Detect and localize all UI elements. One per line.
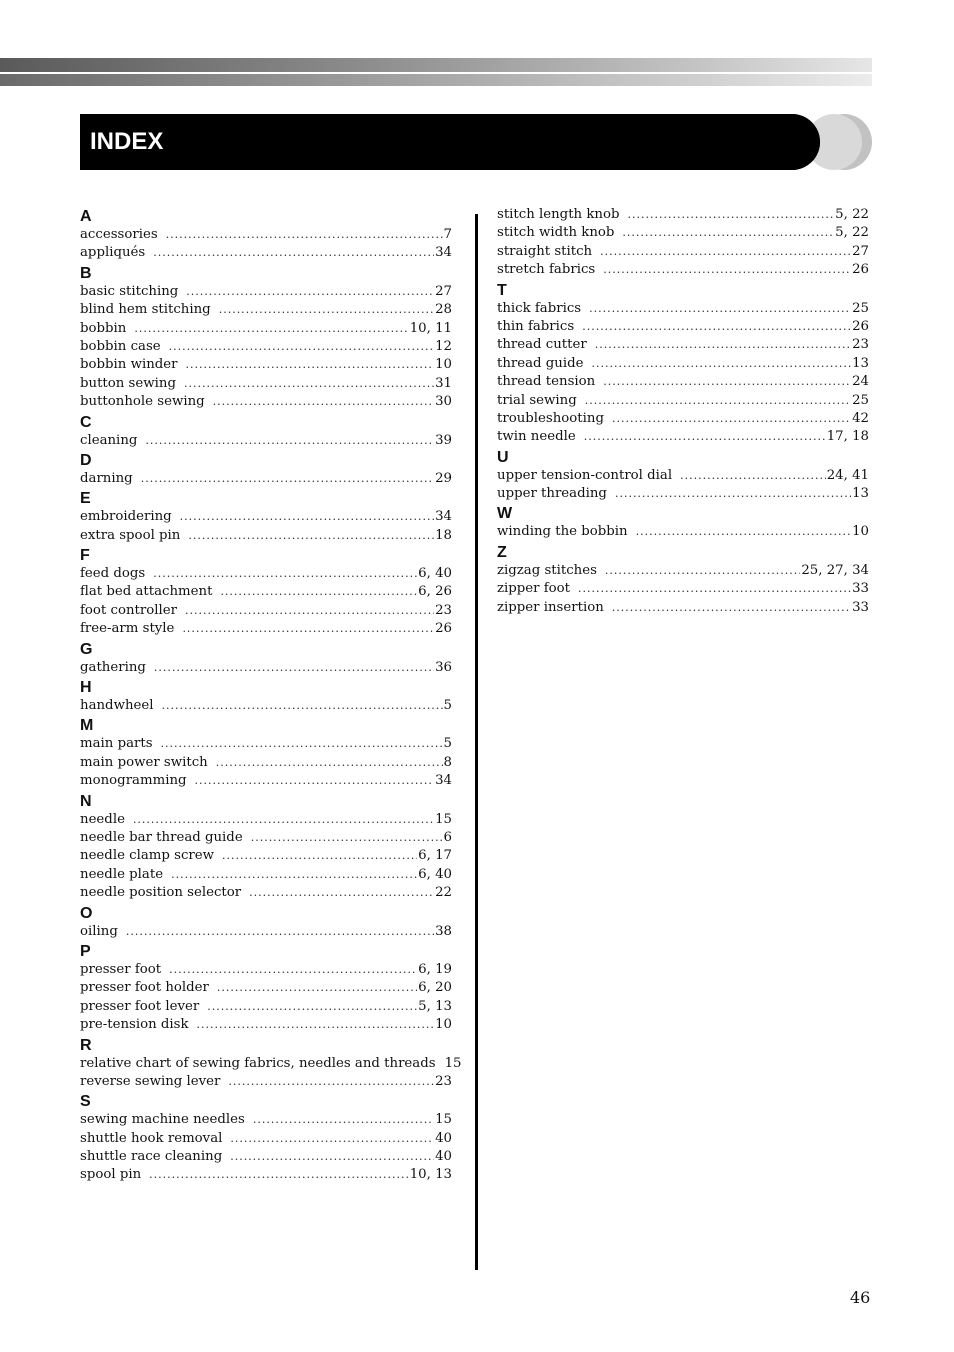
dot-leader [153, 565, 417, 583]
dot-leader [171, 866, 417, 884]
index-column-right [497, 206, 869, 617]
index-entry-term: accessories [80, 227, 158, 242]
index-entry-term: zigzag stitches [497, 562, 597, 578]
index-entry-pages: 6, 40 [418, 566, 452, 582]
index-entry-pages: 18 [435, 527, 452, 543]
dot-leader [216, 754, 443, 772]
dot-leader [592, 355, 852, 373]
dot-leader [166, 226, 443, 244]
dot-leader [133, 811, 434, 829]
index-entry-pages: 13 [852, 355, 869, 371]
index-entry-pages: 38 [435, 923, 452, 939]
dot-leader [154, 659, 434, 677]
index-entry-term: oiling [80, 923, 118, 939]
index-entry-pages: 10 [435, 357, 452, 373]
index-letter-heading: F [80, 547, 90, 565]
index-entry-term: flat bed attachment [80, 584, 213, 600]
dot-leader [680, 467, 826, 485]
index-entry-pages: 17, 18 [826, 429, 869, 445]
index-entry-pages: 34 [435, 773, 452, 789]
dot-leader [188, 527, 434, 545]
index-entry-pages: 24 [852, 374, 869, 390]
index-entry [80, 979, 452, 997]
dot-leader [219, 301, 434, 319]
index-letter-heading: U [497, 448, 509, 466]
index-letter-heading: D [80, 451, 92, 469]
dot-leader [153, 244, 434, 262]
dot-leader [615, 485, 851, 503]
page-number: 46 [850, 1288, 871, 1307]
header-gradient-bar-top [0, 58, 872, 72]
index-letter-heading: B [80, 264, 92, 282]
index-entry [497, 562, 869, 580]
index-entry-pages: 25 [852, 300, 869, 316]
index-entry-term: extra spool pin [80, 527, 181, 543]
index-entry-pages: 24, 41 [826, 467, 869, 483]
index-letter-heading: E [80, 490, 91, 508]
index-entry-pages: 10, 13 [409, 1167, 452, 1183]
index-entry [80, 283, 452, 301]
index-entry-term: foot controller [80, 602, 177, 618]
page-title: INDEX [90, 128, 164, 155]
dot-leader [213, 393, 434, 411]
index-entry-term: stitch width knob [497, 225, 615, 241]
index-entry-term: presser foot [80, 961, 162, 977]
index-entry-pages: 42 [852, 410, 869, 426]
header-gradient-bar-bottom [0, 74, 872, 86]
index-entry [80, 393, 452, 411]
index-entry [497, 318, 869, 336]
index-letter-heading: Z [497, 543, 507, 561]
index-entry-term: thread tension [497, 374, 596, 390]
dot-leader [180, 508, 434, 526]
index-entry [80, 602, 452, 620]
dot-leader [184, 375, 434, 393]
column-divider [475, 214, 478, 1270]
index-entry [80, 1148, 452, 1166]
index-entry [497, 580, 869, 598]
index-entry-term: darning [80, 470, 133, 486]
index-entry-pages: 10, 11 [409, 320, 452, 336]
index-entry-pages: 23 [852, 337, 869, 353]
index-entry-term: presser foot holder [80, 980, 209, 996]
index-entry-term: presser foot lever [80, 998, 200, 1014]
dot-leader [589, 300, 851, 318]
index-entry-term: buttonhole sewing [80, 394, 205, 410]
dot-leader [600, 243, 851, 261]
index-entry [80, 470, 452, 488]
index-entry [80, 1016, 452, 1034]
index-entry-term: relative chart of sewing fabrics, needles and threads [80, 1055, 436, 1071]
index-entry-term: needle [80, 811, 125, 827]
index-entry [497, 261, 869, 279]
dot-leader [595, 336, 851, 354]
index-entry-term: main power switch [80, 754, 208, 770]
index-entry [497, 373, 869, 391]
index-entry-pages: 40 [435, 1149, 452, 1165]
index-entry [497, 485, 869, 503]
dot-leader [627, 206, 834, 224]
index-letter-heading: N [80, 792, 92, 810]
dot-leader [141, 470, 434, 488]
dot-leader [161, 735, 443, 753]
dot-leader [186, 283, 434, 301]
index-entry [80, 527, 452, 545]
index-entry-term: basic stitching [80, 283, 179, 299]
index-entry-term: thread cutter [497, 337, 587, 353]
index-entry-term: upper threading [497, 486, 607, 502]
dot-leader [605, 562, 800, 580]
index-entry [80, 620, 452, 638]
index-entry-pages: 5 [443, 736, 452, 752]
index-entry-term: thick fabrics [497, 300, 582, 316]
index-entry-pages: 33 [852, 599, 869, 615]
index-entry-term: upper tension-control dial [497, 467, 673, 483]
index-entry [80, 961, 452, 979]
index-entry-pages: 23 [435, 602, 452, 618]
index-entry-pages: 6, 20 [418, 980, 452, 996]
dot-leader [230, 1148, 434, 1166]
index-entry-term: twin needle [497, 429, 576, 445]
index-entry [80, 811, 452, 829]
index-entry [497, 206, 869, 224]
index-entry-term: embroidering [80, 509, 172, 525]
index-entry-term: zipper insertion [497, 599, 604, 615]
index-entry [497, 599, 869, 617]
index-entry [80, 735, 452, 753]
index-entry-pages: 34 [435, 245, 452, 261]
index-entry [497, 336, 869, 354]
index-entry-term: shuttle race cleaning [80, 1149, 223, 1165]
index-entry [497, 410, 869, 428]
index-letter-heading: R [80, 1036, 92, 1054]
dot-leader [249, 884, 434, 902]
dot-leader [197, 1016, 435, 1034]
index-entry-term: needle position selector [80, 885, 242, 901]
dot-leader [253, 1111, 434, 1129]
index-entry [80, 1130, 452, 1148]
index-entry [80, 244, 452, 262]
index-entry-pages: 15 [435, 811, 452, 827]
index-entry-pages: 23 [435, 1073, 452, 1089]
index-entry [497, 392, 869, 410]
index-entry-term: shuttle hook removal [80, 1130, 223, 1146]
index-entry-pages: 28 [435, 302, 452, 318]
index-entry [80, 1073, 452, 1091]
index-entry-pages: 39 [435, 432, 452, 448]
index-entry [80, 338, 452, 356]
dot-leader [169, 338, 434, 356]
index-entry-term: cleaning [80, 432, 138, 448]
dot-leader [186, 356, 435, 374]
index-entry [80, 356, 452, 374]
index-entry [497, 300, 869, 318]
dot-leader [207, 998, 417, 1016]
index-entry [80, 1166, 452, 1184]
dot-leader [230, 1130, 434, 1148]
index-entry [497, 243, 869, 261]
index-entry-pages: 10 [852, 524, 869, 540]
index-entry-pages: 6, 26 [418, 584, 452, 600]
index-entry-pages: 6, 17 [418, 848, 452, 864]
index-entry-pages: 26 [852, 262, 869, 278]
index-entry-pages: 13 [852, 486, 869, 502]
index-entry-pages: 27 [852, 243, 869, 259]
index-entry-pages: 5 [443, 698, 452, 714]
index-entry-term: needle bar thread guide [80, 829, 243, 845]
index-entry-term: monogramming [80, 773, 187, 789]
dot-leader [134, 320, 408, 338]
dot-leader [222, 847, 417, 865]
dot-leader [185, 602, 434, 620]
index-letter-heading: M [80, 717, 94, 735]
index-entry [80, 659, 452, 677]
dot-leader [220, 583, 417, 601]
index-entry-term: troubleshooting [497, 410, 604, 426]
dot-leader [162, 697, 443, 715]
index-entry-term: stitch length knob [497, 207, 620, 222]
index-letter-heading: P [80, 942, 91, 960]
index-entry-term: bobbin [80, 320, 127, 336]
index-entry-term: feed dogs [80, 566, 146, 582]
index-entry-term: sewing machine needles [80, 1112, 245, 1128]
index-entry-pages: 36 [435, 659, 452, 675]
index-entry-pages: 5, 13 [418, 998, 452, 1014]
index-entry-pages: 5, 22 [835, 207, 869, 222]
index-entry-pages: 8 [443, 754, 452, 770]
index-entry [80, 1055, 462, 1073]
index-letter-heading: G [80, 640, 93, 658]
index-entry-term: needle plate [80, 866, 164, 882]
index-letter-heading: C [80, 413, 92, 431]
dot-leader [149, 1166, 409, 1184]
index-letter-heading: O [80, 904, 93, 922]
dot-leader [612, 599, 851, 617]
index-entry-pages: 6, 19 [418, 961, 452, 977]
index-entry-pages: 25, 27, 34 [801, 562, 869, 578]
index-entry-pages: 22 [435, 885, 452, 901]
dot-leader [582, 318, 851, 336]
index-entry-pages: 30 [435, 394, 452, 410]
index-column-left [80, 206, 462, 1185]
index-letter-heading: S [80, 1093, 91, 1111]
index-entry [497, 355, 869, 373]
dot-leader [228, 1073, 434, 1091]
index-entry [80, 508, 452, 526]
index-entry [497, 523, 869, 541]
index-letter-heading: T [497, 281, 507, 299]
index-entry [80, 866, 452, 884]
index-entry-term: pre-tension disk [80, 1017, 189, 1033]
index-entry-pages: 40 [435, 1130, 452, 1146]
index-entry [80, 923, 452, 941]
index-entry-term: reverse sewing lever [80, 1073, 221, 1089]
index-entry-pages: 34 [435, 509, 452, 525]
index-letter-heading: H [80, 679, 92, 697]
index-entry-term: button sewing [80, 375, 176, 391]
index-entry-pages: 6, 40 [418, 866, 452, 882]
index-letter-heading: W [497, 505, 513, 523]
index-entry-term: straight stitch [497, 243, 593, 259]
dot-leader [169, 961, 417, 979]
index-entry-pages: 25 [852, 392, 869, 408]
index-entry-term: thin fabrics [497, 318, 575, 334]
index-entry-term: bobbin case [80, 338, 161, 354]
index-entry-pages: 31 [435, 375, 452, 391]
index-entry-pages: 10 [435, 1017, 452, 1033]
index-entry-term: stretch fabrics [497, 262, 596, 278]
index-entry-pages: 29 [435, 470, 452, 486]
dot-leader [636, 523, 851, 541]
index-entry [80, 375, 452, 393]
index-letter-heading: A [80, 208, 92, 225]
index-entry [497, 428, 869, 446]
index-entry-pages: 33 [852, 581, 869, 597]
index-entry [80, 998, 452, 1016]
index-entry [497, 467, 869, 485]
index-entry-pages: 15 [435, 1112, 452, 1128]
index-entry [80, 226, 452, 244]
dot-leader [182, 620, 434, 638]
index-entry-pages: 26 [435, 621, 452, 637]
index-entry-pages: 26 [852, 318, 869, 334]
dot-leader [612, 410, 851, 428]
index-entry-pages: 27 [435, 283, 452, 299]
dot-leader [622, 224, 834, 242]
index-entry [80, 772, 452, 790]
index-entry-pages: 12 [435, 338, 452, 354]
index-entry [80, 884, 452, 902]
dot-leader [585, 392, 851, 410]
index-entry-term: trial sewing [497, 392, 577, 408]
dot-leader [251, 829, 443, 847]
index-entry-term: needle clamp screw [80, 848, 215, 864]
index-entry-term: blind hem stitching [80, 302, 211, 318]
index-entry-term: winding the bobbin [497, 524, 628, 540]
index-entry [80, 829, 452, 847]
dot-leader [145, 432, 434, 450]
index-entry-term: main parts [80, 736, 153, 752]
index-entry-term: gathering [80, 659, 146, 675]
index-entry [80, 754, 452, 772]
index-entry [80, 432, 452, 450]
index-entry-term: thread guide [497, 355, 584, 371]
index-entry-pages: 6 [443, 829, 452, 845]
index-entry-pages: 5, 22 [835, 225, 869, 241]
index-entry [80, 565, 452, 583]
index-entry-term: bobbin winder [80, 357, 178, 373]
dot-leader [195, 772, 435, 790]
index-entry-term: handwheel [80, 698, 154, 714]
dot-leader [603, 373, 851, 391]
index-entry [497, 224, 869, 242]
index-entry-term: spool pin [80, 1167, 142, 1183]
index-entry-pages: 15 [444, 1055, 462, 1071]
index-entry [80, 301, 452, 319]
index-entry [80, 1111, 452, 1129]
dot-leader [603, 261, 851, 279]
index-entry [80, 847, 452, 865]
title-band [80, 114, 820, 170]
index-entry-pages: 7 [443, 227, 452, 242]
index-entry-term: appliqués [80, 245, 146, 261]
dot-leader [578, 580, 851, 598]
index-entry [80, 697, 452, 715]
dot-leader [126, 923, 434, 941]
index-entry [80, 583, 452, 601]
dot-leader [217, 979, 417, 997]
dot-leader [584, 428, 826, 446]
index-entry-term: zipper foot [497, 581, 571, 597]
index-entry [80, 320, 452, 338]
index-entry-term: free-arm style [80, 621, 175, 637]
